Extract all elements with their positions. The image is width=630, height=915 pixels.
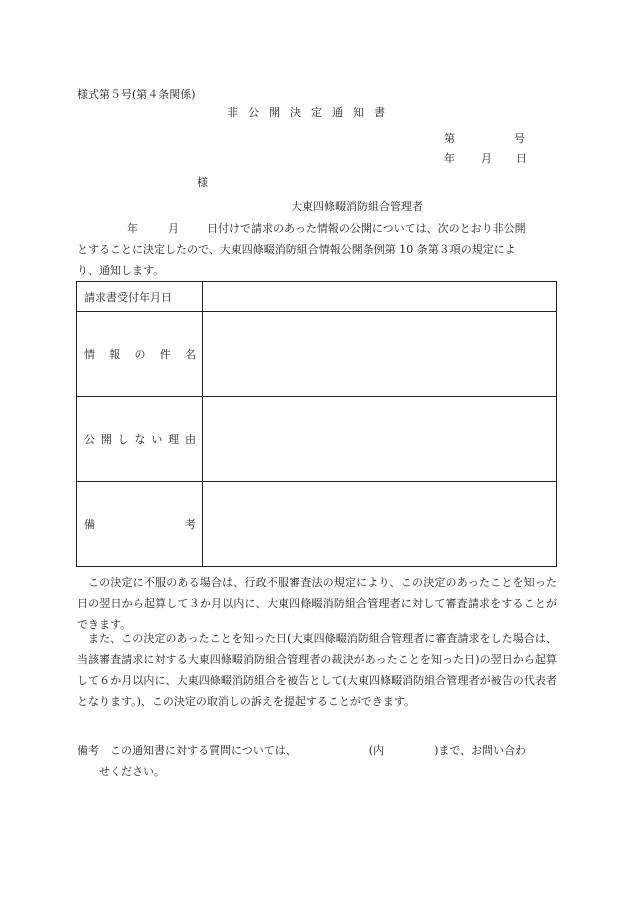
number-label: 第: [444, 132, 455, 145]
table-row: [77, 397, 557, 482]
date-month-label: 月: [481, 152, 492, 165]
issuer-name: 大東四條畷消防組合管理者: [291, 200, 423, 213]
remarks-note: [77, 740, 557, 782]
note-text-2: )まで、お問い合わ: [434, 744, 527, 757]
note-text-1: この通知書に対する質問については、: [110, 744, 297, 757]
intro-line1-text: 日付けで請求のあった情報の公開については、次のとおり非公開: [207, 222, 526, 235]
table-row: [77, 282, 557, 312]
intro-line3-text: り、通知します。: [77, 264, 165, 277]
note-ext-open: (内: [368, 744, 385, 757]
addressee-suffix: 様: [197, 176, 208, 189]
note-text-3: せください。: [99, 765, 165, 778]
label-remarks: 備 考: [77, 482, 203, 567]
label-request-date: 請求書受付年月日: [77, 282, 203, 312]
label-info-subject: 情 報 の 件 名: [77, 312, 203, 397]
intro-month-label: 月: [168, 222, 179, 235]
intro-line2-text: とすることに決定したので、大東四條畷消防組合情報公開条例第 10 条第３項の規定によ: [77, 243, 516, 256]
appeal-notice-paragraph: この決定に不服のある場合は、行政不服審査法の規定により、この決定のあったことを知った日の翌日から起算して３か月以内に、大東四條畷消防組合管理者に対して審査請求をすることができます。: [77, 576, 557, 631]
lawsuit-notice-paragraph: また、この決定のあったことを知った日(大東四條畷消防組合管理者に審査請求をした場合は、当該審査請求に対する大東四條畷消防組合管理者の裁決があったことを知った日)の翌日から起算して６か月以内に、大東四條畷消防組合を被告として(大東四條畷消防組合管理者が被告の代表者となります。)、この決定の取消しの訴えを提起することができます。: [77, 632, 557, 708]
info-table: [76, 281, 557, 567]
value-request-date[interactable]: [203, 282, 557, 312]
value-nondisclosure-reason[interactable]: [203, 397, 557, 482]
intro-paragraph: [77, 218, 557, 281]
value-remarks[interactable]: [203, 482, 557, 567]
date-year-label: 年: [444, 152, 455, 165]
document-title: 非公開決定通知書: [227, 106, 395, 119]
date-day-label: 日: [516, 152, 527, 165]
note-label: 備考: [77, 744, 99, 757]
value-info-subject[interactable]: [203, 312, 557, 397]
form-number: 様式第５号(第４条関係): [77, 88, 196, 101]
table-row: [77, 482, 557, 567]
table-row: [77, 312, 557, 397]
number-suffix: 号: [514, 132, 525, 145]
intro-year-label: 年: [127, 222, 138, 235]
label-nondisclosure-reason: 公 開 し な い 理 由: [77, 397, 203, 482]
